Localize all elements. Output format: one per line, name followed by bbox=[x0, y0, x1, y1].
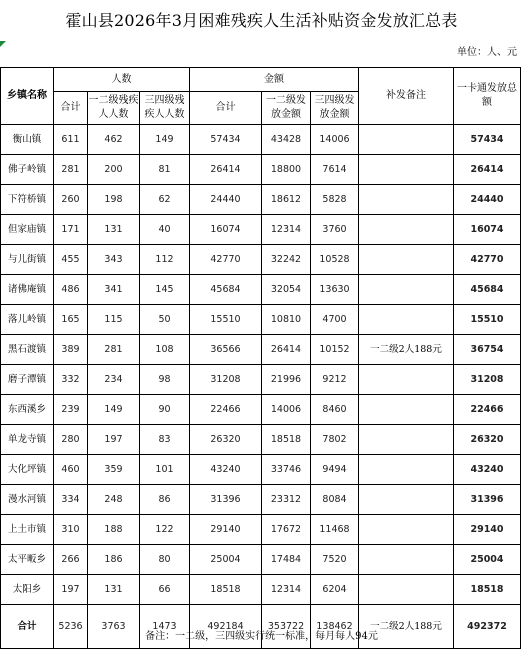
cell-card-total: 31396 bbox=[454, 485, 521, 515]
table-row bbox=[1, 305, 521, 335]
cell-people-12: 341 bbox=[88, 275, 140, 305]
cell-people-total: 334 bbox=[54, 485, 88, 515]
cell-town-name: 衡山镇 bbox=[1, 125, 54, 155]
cell-card-total: 25004 bbox=[454, 545, 521, 575]
table-row bbox=[1, 275, 521, 305]
header-people-12: 一二级残疾人人数 bbox=[88, 92, 140, 125]
cell-remark bbox=[359, 425, 454, 455]
cell-people-12: 186 bbox=[88, 545, 140, 575]
cell-people-total: 389 bbox=[54, 335, 88, 365]
cell-amount-12: 26414 bbox=[262, 335, 311, 365]
cell-amount-total: 36566 bbox=[190, 335, 262, 365]
cell-people-12: 343 bbox=[88, 245, 140, 275]
cell-remark bbox=[359, 245, 454, 275]
totals-card-total: 492372 bbox=[454, 605, 521, 649]
cell-town-name: 大化坪镇 bbox=[1, 455, 54, 485]
cell-amount-12: 12314 bbox=[262, 575, 311, 605]
cell-people-34: 81 bbox=[140, 155, 190, 185]
cell-amount-12: 18800 bbox=[262, 155, 311, 185]
cell-amount-total: 26320 bbox=[190, 425, 262, 455]
cell-amount-12: 14006 bbox=[262, 395, 311, 425]
cell-remark bbox=[359, 515, 454, 545]
cell-amount-total: 42770 bbox=[190, 245, 262, 275]
cell-remark bbox=[359, 455, 454, 485]
cell-amount-total: 57434 bbox=[190, 125, 262, 155]
cell-people-34: 90 bbox=[140, 395, 190, 425]
cell-town-name: 落儿岭镇 bbox=[1, 305, 54, 335]
cell-people-total: 239 bbox=[54, 395, 88, 425]
cell-people-34: 98 bbox=[140, 365, 190, 395]
table-row bbox=[1, 395, 521, 425]
header-amount-12: 一二级发放金额 bbox=[262, 92, 311, 125]
cell-people-34: 66 bbox=[140, 575, 190, 605]
cell-amount-34: 4700 bbox=[311, 305, 359, 335]
cell-amount-34: 11468 bbox=[311, 515, 359, 545]
cell-amount-total: 15510 bbox=[190, 305, 262, 335]
summary-table bbox=[0, 67, 521, 649]
totals-amount-34: 138462 bbox=[311, 605, 359, 649]
header-people: 人数 bbox=[54, 68, 190, 92]
cell-amount-total: 24440 bbox=[190, 185, 262, 215]
cell-people-34: 50 bbox=[140, 305, 190, 335]
cell-amount-12: 32242 bbox=[262, 245, 311, 275]
header-amount-total: 合计 bbox=[190, 92, 262, 125]
cell-remark bbox=[359, 155, 454, 185]
header-amount: 金额 bbox=[190, 68, 359, 92]
cell-people-34: 83 bbox=[140, 425, 190, 455]
cell-amount-total: 31208 bbox=[190, 365, 262, 395]
cell-people-34: 108 bbox=[140, 335, 190, 365]
cell-town-name: 单龙寺镇 bbox=[1, 425, 54, 455]
cell-card-total: 15510 bbox=[454, 305, 521, 335]
cell-card-total: 45684 bbox=[454, 275, 521, 305]
cell-people-total: 165 bbox=[54, 305, 88, 335]
cell-card-total: 43240 bbox=[454, 455, 521, 485]
cell-amount-12: 43428 bbox=[262, 125, 311, 155]
cell-people-total: 486 bbox=[54, 275, 88, 305]
cell-remark bbox=[359, 575, 454, 605]
cell-amount-12: 18518 bbox=[262, 425, 311, 455]
cell-remark bbox=[359, 485, 454, 515]
cell-amount-12: 12314 bbox=[262, 215, 311, 245]
cell-people-12: 234 bbox=[88, 365, 140, 395]
cell-card-total: 57434 bbox=[454, 125, 521, 155]
cell-remark bbox=[359, 125, 454, 155]
cell-amount-12: 18612 bbox=[262, 185, 311, 215]
cell-amount-34: 9494 bbox=[311, 455, 359, 485]
cell-amount-total: 16074 bbox=[190, 215, 262, 245]
cell-people-12: 188 bbox=[88, 515, 140, 545]
cell-people-12: 248 bbox=[88, 485, 140, 515]
cell-people-12: 149 bbox=[88, 395, 140, 425]
cell-amount-34: 10152 bbox=[311, 335, 359, 365]
cell-comment-indicator bbox=[0, 41, 6, 47]
cell-people-34: 101 bbox=[140, 455, 190, 485]
table-row bbox=[1, 485, 521, 515]
cell-amount-total: 25004 bbox=[190, 545, 262, 575]
cell-people-34: 149 bbox=[140, 125, 190, 155]
cell-amount-34: 8084 bbox=[311, 485, 359, 515]
totals-people-12: 3763 bbox=[88, 605, 140, 649]
cell-town-name: 下符桥镇 bbox=[1, 185, 54, 215]
cell-people-12: 462 bbox=[88, 125, 140, 155]
cell-amount-total: 26414 bbox=[190, 155, 262, 185]
cell-remark: 一二级2人188元 bbox=[359, 335, 454, 365]
cell-amount-12: 17672 bbox=[262, 515, 311, 545]
header-card-total: 一卡通发放总额 bbox=[454, 68, 521, 125]
unit-label: 单位：人、元 bbox=[457, 47, 517, 58]
cell-people-total: 266 bbox=[54, 545, 88, 575]
cell-amount-total: 31396 bbox=[190, 485, 262, 515]
totals-people-total: 5236 bbox=[54, 605, 88, 649]
cell-people-total: 455 bbox=[54, 245, 88, 275]
cell-card-total: 22466 bbox=[454, 395, 521, 425]
cell-card-total: 18518 bbox=[454, 575, 521, 605]
cell-people-34: 122 bbox=[140, 515, 190, 545]
cell-card-total: 36754 bbox=[454, 335, 521, 365]
table-row bbox=[1, 365, 521, 395]
table-row bbox=[1, 125, 521, 155]
cell-town-name: 东西溪乡 bbox=[1, 395, 54, 425]
cell-card-total: 26414 bbox=[454, 155, 521, 185]
totals-amount-total: 492184 bbox=[190, 605, 262, 649]
cell-people-12: 200 bbox=[88, 155, 140, 185]
cell-people-total: 197 bbox=[54, 575, 88, 605]
cell-amount-total: 18518 bbox=[190, 575, 262, 605]
footnote: 备注：一二级，三四级实行统一标准，每月每人94元 bbox=[145, 631, 378, 642]
cell-town-name: 太阳乡 bbox=[1, 575, 54, 605]
cell-remark bbox=[359, 275, 454, 305]
cell-amount-34: 7520 bbox=[311, 545, 359, 575]
cell-amount-total: 29140 bbox=[190, 515, 262, 545]
cell-people-12: 359 bbox=[88, 455, 140, 485]
cell-town-name: 漫水河镇 bbox=[1, 485, 54, 515]
totals-people-34: 1473 bbox=[140, 605, 190, 649]
cell-town-name: 佛子岭镇 bbox=[1, 155, 54, 185]
header-people-34: 三四级残疾人人数 bbox=[140, 92, 190, 125]
table-row bbox=[1, 515, 521, 545]
cell-remark bbox=[359, 545, 454, 575]
table-row bbox=[1, 155, 521, 185]
cell-people-34: 80 bbox=[140, 545, 190, 575]
cell-amount-12: 23312 bbox=[262, 485, 311, 515]
cell-town-name: 诸佛庵镇 bbox=[1, 275, 54, 305]
totals-remark: 一二级2人188元 bbox=[359, 605, 454, 649]
cell-people-total: 460 bbox=[54, 455, 88, 485]
cell-people-34: 86 bbox=[140, 485, 190, 515]
cell-card-total: 42770 bbox=[454, 245, 521, 275]
cell-remark bbox=[359, 215, 454, 245]
cell-people-total: 171 bbox=[54, 215, 88, 245]
cell-amount-34: 13630 bbox=[311, 275, 359, 305]
header-row-1 bbox=[1, 68, 521, 92]
cell-amount-12: 32054 bbox=[262, 275, 311, 305]
cell-amount-12: 10810 bbox=[262, 305, 311, 335]
cell-amount-total: 22466 bbox=[190, 395, 262, 425]
cell-people-total: 611 bbox=[54, 125, 88, 155]
header-amount-34: 三四级发放金额 bbox=[311, 92, 359, 125]
cell-remark bbox=[359, 395, 454, 425]
table-row bbox=[1, 185, 521, 215]
cell-amount-34: 14006 bbox=[311, 125, 359, 155]
cell-people-12: 281 bbox=[88, 335, 140, 365]
cell-amount-34: 5828 bbox=[311, 185, 359, 215]
cell-amount-34: 6204 bbox=[311, 575, 359, 605]
cell-remark bbox=[359, 305, 454, 335]
cell-card-total: 31208 bbox=[454, 365, 521, 395]
cell-amount-34: 9212 bbox=[311, 365, 359, 395]
cell-people-34: 40 bbox=[140, 215, 190, 245]
cell-amount-12: 17484 bbox=[262, 545, 311, 575]
cell-town-name: 上土市镇 bbox=[1, 515, 54, 545]
cell-town-name: 但家庙镇 bbox=[1, 215, 54, 245]
cell-people-total: 260 bbox=[54, 185, 88, 215]
cell-town-name: 黑石渡镇 bbox=[1, 335, 54, 365]
cell-people-12: 115 bbox=[88, 305, 140, 335]
cell-remark bbox=[359, 185, 454, 215]
header-town: 乡镇名称 bbox=[1, 68, 54, 125]
cell-town-name: 太平畈乡 bbox=[1, 545, 54, 575]
table-row bbox=[1, 575, 521, 605]
cell-people-34: 145 bbox=[140, 275, 190, 305]
cell-amount-34: 8460 bbox=[311, 395, 359, 425]
table-row bbox=[1, 545, 521, 575]
table-row bbox=[1, 455, 521, 485]
cell-card-total: 24440 bbox=[454, 185, 521, 215]
cell-people-12: 198 bbox=[88, 185, 140, 215]
cell-amount-34: 7802 bbox=[311, 425, 359, 455]
cell-card-total: 26320 bbox=[454, 425, 521, 455]
cell-town-name: 磨子潭镇 bbox=[1, 365, 54, 395]
cell-people-12: 131 bbox=[88, 215, 140, 245]
cell-amount-total: 45684 bbox=[190, 275, 262, 305]
cell-people-12: 131 bbox=[88, 575, 140, 605]
cell-people-12: 197 bbox=[88, 425, 140, 455]
page-title: 霍山县2026年3月困难残疾人生活补贴资金发放汇总表 bbox=[65, 11, 458, 30]
header-remark: 补发备注 bbox=[359, 68, 454, 125]
cell-amount-34: 7614 bbox=[311, 155, 359, 185]
header-people-total: 合计 bbox=[54, 92, 88, 125]
cell-amount-12: 21996 bbox=[262, 365, 311, 395]
cell-people-total: 281 bbox=[54, 155, 88, 185]
table-row bbox=[1, 335, 521, 365]
cell-amount-34: 10528 bbox=[311, 245, 359, 275]
cell-card-total: 16074 bbox=[454, 215, 521, 245]
cell-people-34: 112 bbox=[140, 245, 190, 275]
cell-people-34: 62 bbox=[140, 185, 190, 215]
cell-remark bbox=[359, 365, 454, 395]
cell-amount-34: 3760 bbox=[311, 215, 359, 245]
cell-people-total: 332 bbox=[54, 365, 88, 395]
table-row bbox=[1, 215, 521, 245]
table-row bbox=[1, 425, 521, 455]
cell-amount-12: 33746 bbox=[262, 455, 311, 485]
totals-label: 合计 bbox=[1, 605, 54, 649]
cell-card-total: 29140 bbox=[454, 515, 521, 545]
cell-people-total: 280 bbox=[54, 425, 88, 455]
cell-town-name: 与儿街镇 bbox=[1, 245, 54, 275]
cell-people-total: 310 bbox=[54, 515, 88, 545]
totals-amount-12: 353722 bbox=[262, 605, 311, 649]
cell-amount-total: 43240 bbox=[190, 455, 262, 485]
table-row bbox=[1, 245, 521, 275]
